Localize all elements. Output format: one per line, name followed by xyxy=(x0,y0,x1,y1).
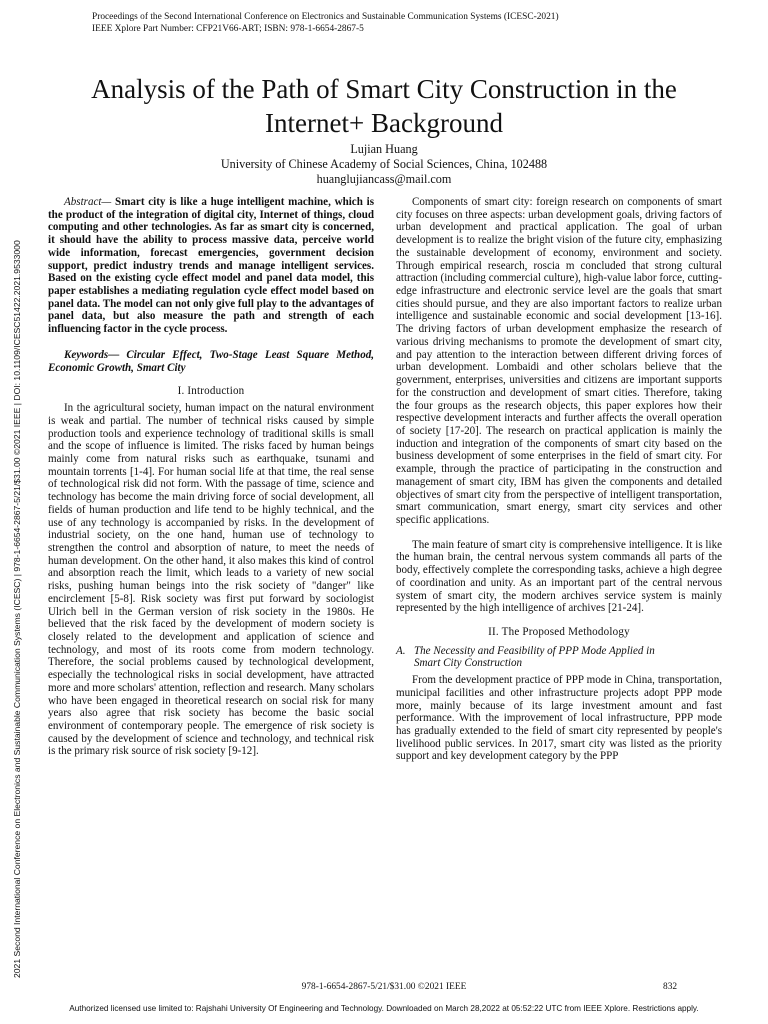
title-line-2: Internet+ Background xyxy=(265,108,503,138)
isbn-line: IEEE Xplore Part Number: CFP21V66-ART; ISBN: 978-1-6654-2867-5 xyxy=(92,24,364,34)
subsection-title-line-2: Smart City Construction xyxy=(414,657,523,670)
subsection-title-line-1: The Necessity and Feasibility of PPP Mode Applied in xyxy=(414,644,655,657)
author-affiliation: University of Chinese Academy of Social Sciences, China, 102488 xyxy=(220,157,548,171)
section-heading-introduction: I. Introduction xyxy=(177,385,245,398)
left-column xyxy=(48,196,374,758)
subsection-heading xyxy=(396,645,722,670)
copyright-code: 978-1-6654-2867-5/21/$31.00 ©2021 IEEE xyxy=(301,982,467,992)
author-name: Lujian Huang xyxy=(350,142,418,156)
keywords xyxy=(48,349,374,374)
feature-paragraph: The main feature of smart city is comprehensive intelligence. It is like the human brain, the central nervous system commands all parts of the body, effectively complete the corresponding tasks, achieve a high degree of coordination and unity. As an important part of the central nervous system of smart city, the modern archives service system is mainly represented by the high intelligence of archives [21-24]. xyxy=(396,538,722,615)
section-heading-methodology: II. The Proposed Methodology xyxy=(488,626,630,638)
page-number: 832 xyxy=(663,982,678,992)
abstract xyxy=(48,196,374,336)
abstract-text: Smart city is like a huge intelligent machine, which is the product of the integration of digital city, Internet of things, cloud computing and other technologies. As far as smart city is concerned, it should have the ability to process massive data, perceive world wide information, forecast emergencies, government decision support, predict industry trends and manage intelligent services. Based on the existing cycle effect model and panel data model, this paper establishes a mediating regulation cycle effect model based on panel data. The model can not only give full play to the advantages of panel data, but also measure the path and strength of each influencing factor in the cycle process. xyxy=(48,196,374,336)
ppp-paragraph: From the development practice of PPP mode in China, transportation, municipal facilities and other infrastructure projects adopt PPP mode more, mainly because of its large investment amount and fast performance. With the improvement of local infrastructure, PPP mode has gradually extended to the field of smart city represented by people's livelihood public services. In 2017, smart city was listed as the priority support and key development category by the PPP xyxy=(396,674,722,763)
abstract-label: Abstract— xyxy=(64,196,112,208)
subsection-number: A. xyxy=(396,644,406,657)
paper-title xyxy=(20,72,748,140)
conference-header xyxy=(92,11,559,35)
license-notice: Authorized licensed use limited to: Rajshahi University Of Engineering and Technology. Downloaded on March 28,2022 at 05:52:22 UTC from IEEE Xplore. Restrictions apply. xyxy=(69,1004,699,1013)
components-paragraph: Components of smart city: foreign research on components of smart city focuses on three aspects: urban development goals, driving factors of urban development and practical application. The goal of urban development is to realize the bright vision of the future city, emphasizing the sustainable development of economy, environment and society. Through empirical research, roscia m concluded that strong cultural attraction (including commercial culture), high-value labor force, cutting-edge infrastructure and electronic service level are the goals that smart cities should pursue, and they are also important factors to realize urban intelligence and sustainable economic and social development [13-16]. The driving factors of urban development emphasize the research of various driving mechanisms to promote the development of smart city, and pay attention to the interaction between different driving forces of urban development. Lombaidi and other scholars believe that the government, enterprises, universities and citizens are important supports for the construction and development of smart cities. Therefore, taking the four groups as the research objects, this paper explores how their respective development interacts and further affects the overall operation of society [17-20]. The research on practical application is mainly the induction and integration of the components of smart city based on the business development of some enterprises in the field of smart city. For example, through the practice of participating in the construction and management of smart city, IBM has given the components and detailed objectives of smart city from the perspective of intelligent transportation, smart communication, smart energy, smart city services and other specific applications. xyxy=(396,196,722,526)
side-doi-stamp: 2021 Second International Conference on Electronics and Sustainable Communication Systems (ICESC) | 978-1-6654-2867-5/21/$31.00 ©2021 IEEE | DOI: 10.1109/ICESC51422.2021.9533000 xyxy=(12,240,22,978)
author-email: huanglujiancass@mail.com xyxy=(316,172,452,186)
title-line-1: Analysis of the Path of Smart City Construction in the xyxy=(91,74,677,104)
keywords-label: Keywords— xyxy=(64,348,120,361)
author-block xyxy=(0,142,768,187)
conference-name: Proceedings of the Second International Conference on Electronics and Sustainable Communication Systems (ICESC-2021) xyxy=(92,12,559,22)
right-column xyxy=(396,196,722,763)
keywords-text: Circular Effect, Two-Stage Least Square Method, Economic Growth, Smart City xyxy=(48,348,374,374)
introduction-paragraph: In the agricultural society, human impact on the natural environment is weak and partial. The number of technical risks caused by simple production tools and experience technology of traditional skills is small and the scope of influence is limited. The risks faced by human beings mainly come from natural risks such as earthquake, tsunami and mountain torrents [1-4]. For human social life at that time, the real sense of technological risk did not form. With the passage of time, science and technology has become the main driving force of social development, all fields of human production and life tend to be highly technical, and the use of any technology is accompanied by risks. In the development of industrial society, on the one hand, human use of technology to strengthen the control and absorption of nature, to meet the needs of human development. On the other hand, it also makes this kind of control and absorption reach the limit, which leads to a variety of new social risks, pushing human beings into the risk society of "danger" like encirclement [5-8]. Risk society was first put forward by sociologist Ulrich bell in the German version of risk society in the 1980s. He believed that the risk faced by the development of modern society is closely related to the development and application of science and technology, and most of its roots come from modern technology. Therefore, the social problems caused by technological development, especially the technological risks in social development, have attracted more and more scholars' attention, reflection and research. Many scholars who have been engaged in theoretical research on social risk for many years also agree that risk society has become the basic social environment of contemporary people. The emergence of risk society is caused by the development of science and technology, and technical risk is the primary risk source of risk society [9-12]. xyxy=(48,402,374,758)
